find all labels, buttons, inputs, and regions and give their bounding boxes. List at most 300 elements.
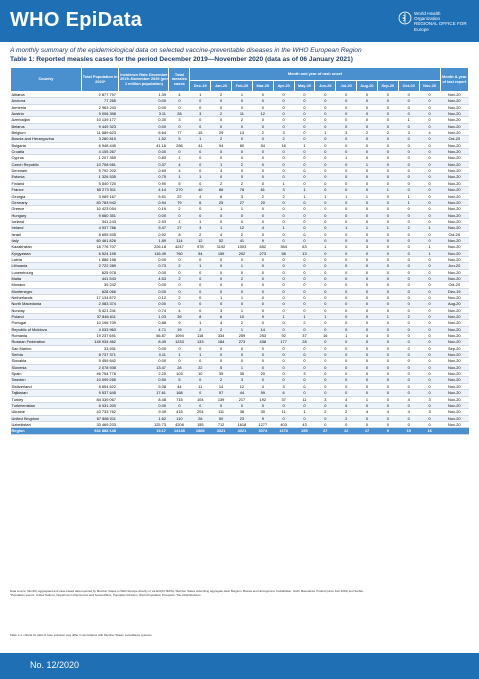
table-cell: 77 [169, 130, 190, 136]
table-cell: 5 421 241 [81, 307, 119, 313]
header-incidence: Incidence Rate December 2019–November 2020 (per 1 million population) [119, 68, 169, 92]
table-cell: 159 [211, 250, 232, 256]
table-cell: 0 [211, 288, 232, 294]
table-cell: 0 [336, 250, 357, 256]
table-cell: 0 [315, 415, 336, 421]
table-cell: 0 [398, 136, 419, 142]
table-cell: 10 139 177 [81, 117, 119, 123]
table-cell: 2 [232, 231, 253, 237]
table-cell: 0 [190, 168, 211, 174]
table-cell: 0 [315, 149, 336, 155]
table-cell: 0 [357, 421, 378, 427]
table-cell: 3 [398, 130, 419, 136]
table-cell: 50 [211, 415, 232, 421]
table-cell: 0 [232, 256, 253, 262]
table-cell: 0 [419, 390, 440, 396]
table-cell: 0 [252, 123, 273, 129]
table-cell: 0 [252, 180, 273, 186]
table-cell: Oct-20 [440, 282, 468, 288]
table-cell: 270 [169, 187, 190, 193]
table-cell: Luxembourg [11, 269, 82, 275]
table-cell: 2 [232, 161, 253, 167]
table-cell: 1.62 [119, 415, 169, 421]
table-cell: 0 [336, 352, 357, 358]
total-cell: Region [11, 428, 82, 435]
table-cell: 0 [294, 275, 315, 281]
month-header: Jul-20 [336, 81, 357, 92]
table-cell: 0 [294, 117, 315, 123]
table-cell: 1 [419, 244, 440, 250]
table-cell: Nov-20 [440, 371, 468, 377]
table-cell: 0 [211, 269, 232, 275]
table-cell: 9 006 398 [81, 111, 119, 117]
table-cell: 0 [211, 123, 232, 129]
table-cell: 0.00 [119, 282, 169, 288]
table-cell: 0 [232, 136, 253, 142]
table-cell: 2 [377, 130, 398, 136]
table-cell: 0 [398, 364, 419, 370]
table-cell: 0.00 [119, 98, 169, 104]
table-cell: 0 [357, 206, 378, 212]
table-cell: 0 [273, 295, 294, 301]
table-cell: 8.45 [119, 339, 169, 345]
table-cell: Greece [11, 206, 82, 212]
table-cell: 1 [273, 314, 294, 320]
table-cell: Belgium [11, 130, 82, 136]
table-cell: 0 [315, 142, 336, 148]
table-cell: North Macedonia [11, 301, 82, 307]
month-header: Sep-20 [377, 81, 398, 92]
table-cell: 11 589 623 [81, 130, 119, 136]
table-cell: 184 [211, 339, 232, 345]
table-cell: 0 [419, 333, 440, 339]
table-cell: Lithuania [11, 263, 82, 269]
table-cell: 0 [377, 415, 398, 421]
table-cell: 1 [419, 225, 440, 231]
table-cell: 0 [252, 174, 273, 180]
table-cell: 8 655 535 [81, 231, 119, 237]
table-cell: 0 [419, 117, 440, 123]
table-cell: 0 [357, 174, 378, 180]
total-cell: 9 [377, 428, 398, 435]
table-cell: 0 [315, 269, 336, 275]
table-cell: 0 [315, 104, 336, 110]
table-cell: 0 [419, 142, 440, 148]
table-cell: 2 [398, 314, 419, 320]
org-line: Organization [414, 16, 441, 22]
table-cell: 80 [232, 142, 253, 148]
table-cell: San Marino [11, 345, 82, 351]
table-cell: Hungary [11, 212, 82, 218]
table-cell: 0.37 [119, 161, 169, 167]
table-cell: 0 [419, 295, 440, 301]
table-cell: 1 [232, 364, 253, 370]
table-cell: 15 [190, 130, 211, 136]
table-cell: 3 [190, 225, 211, 231]
table-cell: 0 [273, 92, 294, 98]
table-cell: 0 [398, 333, 419, 339]
table-cell: 0 [211, 256, 232, 262]
table-cell: 0 [232, 402, 253, 408]
table-cell: 286 [169, 142, 190, 148]
table-cell: 3 [190, 111, 211, 117]
table-cell: 1 [294, 187, 315, 193]
table-cell: 403 [273, 421, 294, 427]
table-cell: 0 [252, 218, 273, 224]
table-cell: 12 [232, 225, 253, 231]
table-cell: 0 [315, 136, 336, 142]
table-cell: 1 [377, 187, 398, 193]
table-cell: 10 [232, 314, 253, 320]
table-cell: 0 [398, 288, 419, 294]
table-cell: 0 [357, 212, 378, 218]
table-cell: 1 [273, 180, 294, 186]
table-cell: 0 [398, 155, 419, 161]
table-cell: 5 [169, 180, 190, 186]
table-cell: 0 [336, 383, 357, 389]
table-cell: 0 [419, 199, 440, 205]
table-cell: 0 [315, 168, 336, 174]
table-cell: 19 237 691 [81, 333, 119, 339]
table-cell: Nov-20 [440, 206, 468, 212]
table-cell: 0 [336, 212, 357, 218]
table-cell: 0 [273, 256, 294, 262]
table-cell: 52 [211, 237, 232, 243]
table-cell: 0 [273, 320, 294, 326]
table-cell: Bosnia and Herzegovina [11, 136, 82, 142]
table-cell: 0 [377, 307, 398, 313]
table-cell: 0 [419, 339, 440, 345]
table-cell: 0 [252, 345, 273, 351]
table-cell: 0 [190, 161, 211, 167]
table-cell: 0 [336, 307, 357, 313]
table-cell: 14 [252, 326, 273, 332]
table-cell: 155 [190, 421, 211, 427]
table-cell: 0 [315, 256, 336, 262]
table-cell: 177 [273, 339, 294, 345]
table-cell: 1 [211, 206, 232, 212]
table-cell: 217 [232, 396, 253, 402]
table-cell: 0 [357, 237, 378, 243]
table-cell: 0 [419, 136, 440, 142]
table-cell: 0 [273, 218, 294, 224]
table-cell: 2 [336, 415, 357, 421]
table-cell: Armenia [11, 104, 82, 110]
table-cell: 1 [169, 174, 190, 180]
table-cell: Germany [11, 199, 82, 205]
table-cell: 0 [252, 288, 273, 294]
table-cell: 63 [294, 244, 315, 250]
total-cell: 3374 [252, 428, 273, 435]
table-cell: 0 [211, 402, 232, 408]
table-cell: 0 [377, 155, 398, 161]
table-cell: 1 [398, 199, 419, 205]
table-cell: 0 [398, 295, 419, 301]
table-cell: 0 [211, 345, 232, 351]
table-cell: 0 [315, 161, 336, 167]
table-cell: 0 [273, 98, 294, 104]
table-cell: 760 [169, 250, 190, 256]
table-cell: 0 [190, 345, 211, 351]
table-cell: 0.88 [119, 320, 169, 326]
table-cell: 0 [169, 402, 190, 408]
table-cell: 0 [252, 282, 273, 288]
table-cell: 0 [357, 231, 378, 237]
table-cell: Nov-20 [440, 225, 468, 231]
table-cell: 0 [357, 307, 378, 313]
table-cell: 0 [377, 168, 398, 174]
month-header: May-20 [294, 81, 315, 92]
table-cell: 0 [211, 218, 232, 224]
table-cell: 0 [273, 155, 294, 161]
table-cell: Nov-20 [440, 161, 468, 167]
table-cell: 1094 [169, 333, 190, 339]
table-cell: 0.00 [119, 123, 169, 129]
table-cell: Nov-20 [440, 111, 468, 117]
table-cell: 0 [232, 155, 253, 161]
table-cell: 1 [336, 225, 357, 231]
table-cell: 0.00 [119, 212, 169, 218]
table-cell: 2 877 797 [81, 92, 119, 98]
table-cell: 67 886 011 [81, 415, 119, 421]
table-cell: 37 846 611 [81, 314, 119, 320]
table-cell: 0 [211, 358, 232, 364]
table-cell: 6 524 195 [81, 250, 119, 256]
table-cell: 2 078 938 [81, 364, 119, 370]
table-cell: 1 [211, 161, 232, 167]
table-cell: 0 [398, 149, 419, 155]
table-cell: 0 [273, 371, 294, 377]
table-cell: 0 [357, 98, 378, 104]
table-cell: 0 [252, 402, 273, 408]
table-cell: 0 [294, 212, 315, 218]
table-cell: 0.00 [119, 358, 169, 364]
table-cell: 0.74 [119, 307, 169, 313]
table-cell: 4 105 267 [81, 149, 119, 155]
table-cell: Slovenia [11, 364, 82, 370]
table-cell: 2 [315, 409, 336, 415]
table-cell: 0 [315, 237, 336, 243]
table-cell: 628 066 [81, 288, 119, 294]
table-cell: Nov-20 [440, 168, 468, 174]
table-cell: 2 [190, 231, 211, 237]
table-cell: Nov-20 [440, 352, 468, 358]
table-cell: 1.39 [119, 92, 169, 98]
table-cell: 1 [169, 218, 190, 224]
table-cell: 3 [232, 193, 253, 199]
total-cell: 14148 [169, 428, 190, 435]
table-cell: 0 [377, 288, 398, 294]
table-cell: Nov-20 [440, 396, 468, 402]
month-header: Feb-20 [232, 81, 253, 92]
table-cell: 0 [419, 263, 440, 269]
table-cell: 0 [273, 326, 294, 332]
table-cell: 0 [315, 111, 336, 117]
table-cell: 0 [211, 104, 232, 110]
table-cell: 0.00 [119, 256, 169, 262]
table-cell: 0 [377, 282, 398, 288]
table-cell: 273 [232, 339, 253, 345]
table-cell: 58 [273, 250, 294, 256]
table-cell: Albania [11, 92, 82, 98]
table-cell: 2 [232, 117, 253, 123]
table-cell: 0 [336, 98, 357, 104]
table-cell: 0 [315, 345, 336, 351]
table-cell: Cyprus [11, 155, 82, 161]
table-cell: 0 [336, 282, 357, 288]
table-cell: 0 [419, 275, 440, 281]
table-cell: 10 099 265 [81, 377, 119, 383]
table-cell: 1 [398, 193, 419, 199]
table-cell: 0 [419, 415, 440, 421]
table-cell: 0 [294, 326, 315, 332]
total-cell: 4021 [232, 428, 253, 435]
table-cell: 2 [336, 409, 357, 415]
table-cell: 0 [419, 269, 440, 275]
table-cell: 37 [294, 333, 315, 339]
table-cell: 54 [190, 250, 211, 256]
table-cell: 0 [336, 206, 357, 212]
table-cell: France [11, 187, 82, 193]
table-cell: 0 [294, 218, 315, 224]
table-cell: 0 [357, 117, 378, 123]
table-cell: 2 [211, 92, 232, 98]
table-cell: 11 [232, 111, 253, 117]
table-cell: 1 [377, 225, 398, 231]
table-cell: 0 [315, 371, 336, 377]
table-cell: 0 [377, 295, 398, 301]
table-cell: 0 [190, 117, 211, 123]
table-cell: 0.00 [119, 301, 169, 307]
table-cell: 27 [169, 225, 190, 231]
table-cell: 0 [357, 383, 378, 389]
table-cell: 0 [419, 383, 440, 389]
table-cell: 0 [336, 104, 357, 110]
table-cell: Sweden [11, 377, 82, 383]
who-emblem-icon [398, 11, 412, 25]
table-cell: 1.03 [119, 314, 169, 320]
table-cell: 0 [336, 161, 357, 167]
total-cell: 12 [336, 428, 357, 435]
table-cell: Slovakia [11, 358, 82, 364]
header-total-cases: Total measles cases [169, 68, 190, 92]
table-cell: 5.08 [119, 383, 169, 389]
table-cell: 0 [252, 161, 273, 167]
table-cell: Turkmenistan [11, 402, 82, 408]
table-cell: 1 [357, 161, 378, 167]
table-cell: 0 [294, 225, 315, 231]
table-cell: 0 [419, 358, 440, 364]
table-body [11, 92, 469, 428]
table-cell: Nov-20 [440, 237, 468, 243]
table-cell: Kyrgyzstan [11, 250, 82, 256]
table-cell: 0 [252, 92, 273, 98]
table-cell: 0 [315, 218, 336, 224]
table-cell: Nov-20 [440, 98, 468, 104]
table-cell: 0 [377, 256, 398, 262]
table-cell: Nov-20 [440, 104, 468, 110]
table-cell: 0 [419, 288, 440, 294]
table-cell: Austria [11, 111, 82, 117]
table-cell: 1 886 198 [81, 256, 119, 262]
table-cell: 0 [315, 206, 336, 212]
table-cell: 0 [377, 383, 398, 389]
month-header: Jun-20 [315, 81, 336, 92]
table-cell: 0 [273, 104, 294, 110]
table-cell: 0 [377, 377, 398, 383]
table-cell: Nov-20 [440, 269, 468, 275]
table-cell: 16 [273, 142, 294, 148]
table-cell: 0 [336, 358, 357, 364]
table-cell: 0 [315, 364, 336, 370]
table-cell: 0 [273, 301, 294, 307]
table-cell: 0 [294, 168, 315, 174]
table-cell: 3 [273, 130, 294, 136]
table-cell: 0 [357, 269, 378, 275]
table-cell: 202 [232, 250, 253, 256]
table-cell: 0 [377, 396, 398, 402]
table-cell: 0 [377, 390, 398, 396]
table-cell: 0 [357, 180, 378, 186]
table-cell: 12 [232, 383, 253, 389]
table-cell: 0 [336, 275, 357, 281]
table-cell: 0 [377, 364, 398, 370]
table-cell: 5 459 642 [81, 358, 119, 364]
table-cell: 0 [398, 269, 419, 275]
table-cell: Portugal [11, 320, 82, 326]
table-cell: 2.93 [119, 218, 169, 224]
table-cell: 3 [273, 187, 294, 193]
table-cell: Dec-19 [440, 288, 468, 294]
table-cell: 712 [211, 421, 232, 427]
table-cell: 253 [252, 333, 273, 339]
table-cell: 6 948 445 [81, 142, 119, 148]
table-cell: 14 [211, 383, 232, 389]
table-cell: 0 [336, 244, 357, 250]
table-cell: 0 [398, 282, 419, 288]
table-cell: 0 [294, 231, 315, 237]
table-cell: 0 [357, 301, 378, 307]
table-cell: 60 461 826 [81, 237, 119, 243]
table-cell: Romania [11, 333, 82, 339]
org-line: World Health [414, 11, 441, 16]
table-cell: 4 [211, 320, 232, 326]
table-cell: 0 [315, 390, 336, 396]
table-cell: 65 273 511 [81, 187, 119, 193]
table-cell: 0 [357, 326, 378, 332]
table-cell: Nov-20 [440, 155, 468, 161]
table-cell: 0 [252, 168, 273, 174]
table-cell: 0 [315, 187, 336, 193]
table-cell: 0 [377, 218, 398, 224]
table-cell: 0 [294, 92, 315, 98]
table-cell: 0 [357, 187, 378, 193]
table-cell: 0 [315, 326, 336, 332]
table-cell: 341 243 [81, 218, 119, 224]
table-cell: 0.19 [119, 206, 169, 212]
table-cell: 0 [398, 212, 419, 218]
table-cell: 10 [190, 371, 211, 377]
table-cell: 0 [169, 358, 190, 364]
table-cell: 43 [294, 421, 315, 427]
table-cell: 1 [294, 409, 315, 415]
table-cell: 0 [294, 136, 315, 142]
table-cell: 1 [190, 263, 211, 269]
table-cell: 0 [336, 149, 357, 155]
table-cell: 4 937 786 [81, 225, 119, 231]
table-cell: 0 [190, 288, 211, 294]
table-cell: 0 [294, 402, 315, 408]
